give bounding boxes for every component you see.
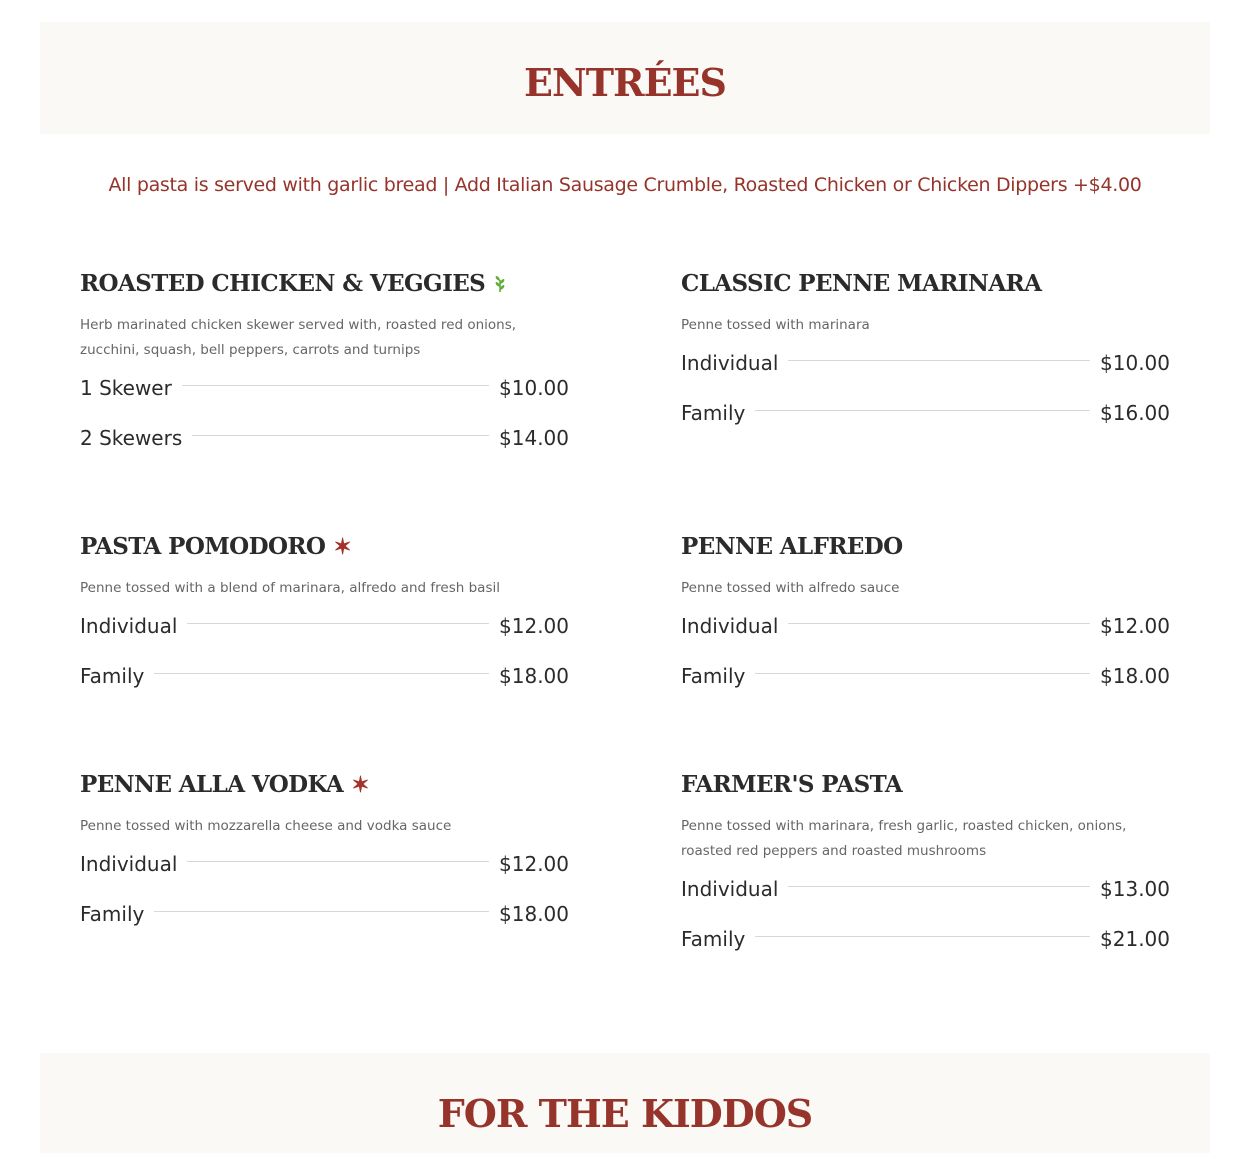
- menu-item-farmers-pasta: [681, 770, 1170, 964]
- dotted-leader: [755, 673, 1090, 674]
- price-value: $10.00: [499, 376, 569, 400]
- price-value: $18.00: [499, 664, 569, 688]
- price-value: $10.00: [1100, 351, 1170, 375]
- star-icon: ✶: [351, 772, 370, 798]
- price-value: $14.00: [499, 426, 569, 450]
- dotted-leader: [192, 435, 489, 436]
- price-label: 2 Skewers: [80, 426, 183, 450]
- dotted-leader: [788, 886, 1090, 887]
- dotted-leader: [755, 410, 1090, 411]
- price-label: Individual: [681, 614, 779, 638]
- price-row: [681, 864, 1170, 914]
- price-label: Family: [681, 927, 746, 951]
- price-row: [681, 338, 1170, 388]
- entrees-title: ENTRÉES: [524, 60, 726, 105]
- price-value: $18.00: [499, 902, 569, 926]
- price-label: Individual: [80, 614, 178, 638]
- dotted-leader: [182, 385, 489, 386]
- item-name-text: ROASTED CHICKEN & VEGGIES: [80, 270, 486, 297]
- item-name: [681, 532, 1170, 562]
- item-description: Penne tossed with a blend of marinara, alfredo and fresh basil: [80, 580, 500, 596]
- dotted-leader: [154, 911, 489, 912]
- item-name-text: FARMER'S PASTA: [681, 771, 903, 798]
- price-label: 1 Skewer: [80, 376, 172, 400]
- menu-item-roasted-chicken-veggies: [80, 269, 569, 463]
- leaf-icon: [493, 275, 507, 293]
- kiddos-banner: [40, 1053, 1210, 1153]
- item-name: [80, 770, 569, 800]
- price-row: [80, 839, 569, 889]
- pasta-note: All pasta is served with garlic bread | Add Italian Sausage Crumble, Roasted Chicken or Chicken Dippers +$4.00: [108, 174, 1142, 196]
- dotted-leader: [788, 623, 1090, 624]
- price-row: [80, 413, 569, 463]
- price-row: [681, 388, 1170, 438]
- item-description: Penne tossed with mozzarella cheese and vodka sauce: [80, 818, 452, 834]
- price-row: [80, 889, 569, 939]
- price-label: Family: [80, 902, 145, 926]
- price-row: [80, 363, 569, 413]
- item-description: Penne tossed with alfredo sauce: [681, 580, 900, 596]
- item-name-text: PENNE ALLA VODKA: [80, 771, 344, 798]
- item-description: Herb marinated chicken skewer served with, roasted red onions, zucchini, squash, bell peppers, carrots and turnips: [80, 317, 517, 358]
- price-value: $16.00: [1100, 401, 1170, 425]
- item-description: Penne tossed with marinara, fresh garlic, roasted chicken, onions, roasted red peppers and roasted mushrooms: [681, 818, 1127, 859]
- dotted-leader: [154, 673, 489, 674]
- kiddos-title: FOR THE KIDDOS: [437, 1091, 813, 1136]
- entrees-banner: [40, 22, 1210, 134]
- price-value: $18.00: [1100, 664, 1170, 688]
- item-description: Penne tossed with marinara: [681, 317, 870, 333]
- item-name: [681, 269, 1170, 299]
- item-name: [681, 770, 1170, 800]
- price-row: [80, 601, 569, 651]
- item-name: [80, 532, 569, 562]
- price-value: $12.00: [499, 614, 569, 638]
- price-label: Individual: [681, 351, 779, 375]
- price-row: [681, 914, 1170, 964]
- item-name-text: CLASSIC PENNE MARINARA: [681, 270, 1042, 297]
- menu-item-pasta-pomodoro: [80, 532, 569, 701]
- dotted-leader: [788, 360, 1090, 361]
- price-value: $13.00: [1100, 877, 1170, 901]
- item-name-text: PASTA POMODORO: [80, 533, 326, 560]
- price-value: $12.00: [499, 852, 569, 876]
- menu-item-penne-alla-vodka: [80, 770, 569, 939]
- price-row: [681, 651, 1170, 701]
- menu-item-classic-penne-marinara: [681, 269, 1170, 438]
- price-row: [681, 601, 1170, 651]
- item-name: [80, 269, 569, 299]
- dotted-leader: [755, 936, 1090, 937]
- price-label: Family: [681, 664, 746, 688]
- dotted-leader: [187, 861, 489, 862]
- menu-item-penne-alfredo: [681, 532, 1170, 701]
- star-icon: ✶: [333, 534, 352, 560]
- price-value: $12.00: [1100, 614, 1170, 638]
- price-label: Family: [681, 401, 746, 425]
- price-row: [80, 651, 569, 701]
- price-label: Family: [80, 664, 145, 688]
- item-name-text: PENNE ALFREDO: [681, 533, 903, 560]
- price-label: Individual: [80, 852, 178, 876]
- price-label: Individual: [681, 877, 779, 901]
- price-value: $21.00: [1100, 927, 1170, 951]
- dotted-leader: [187, 623, 489, 624]
